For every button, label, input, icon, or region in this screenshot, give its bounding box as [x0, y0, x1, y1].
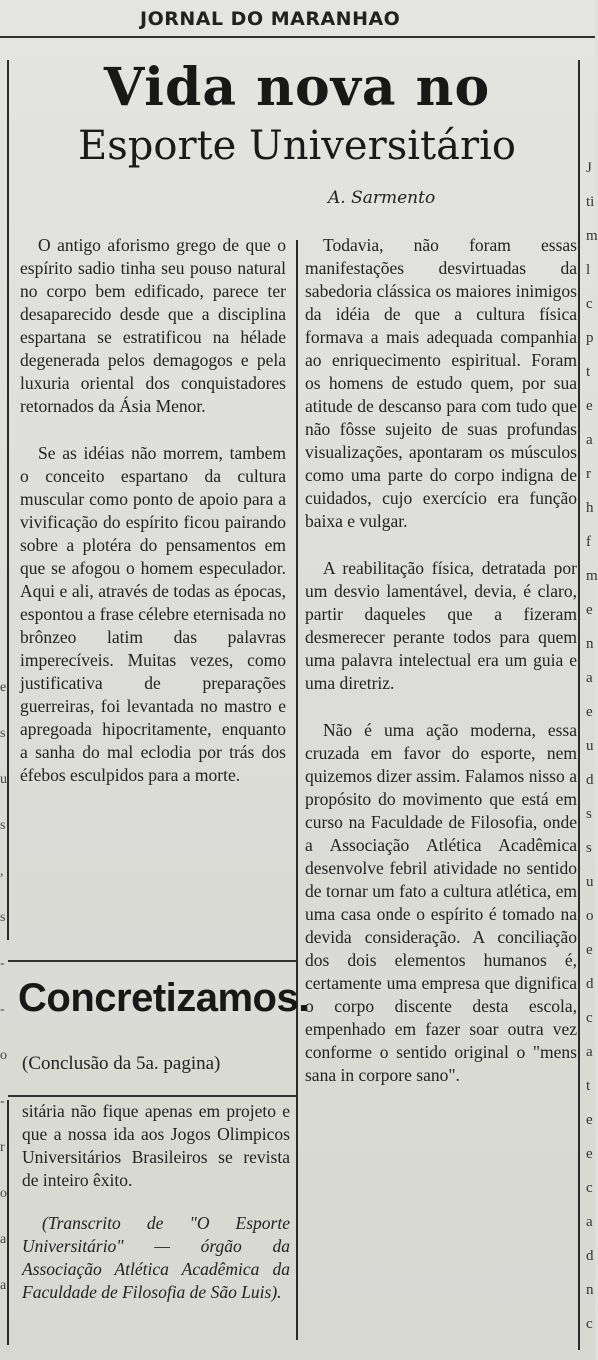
edge-fragment-letter: s [586, 806, 592, 822]
edge-fragment-letter: m [586, 228, 598, 244]
edge-fragment-letter: e [586, 942, 593, 958]
edge-fragment-letter: d [586, 976, 594, 992]
edge-fragment-letter: u [586, 874, 594, 890]
edge-fragment-letter: p [586, 330, 594, 346]
edge-fragment-letter: n [586, 1282, 594, 1298]
edge-fragment-letter: e [586, 1112, 593, 1128]
headline-line-2: Esporte Universitário [78, 123, 516, 169]
edge-fragment-letter: l [586, 262, 591, 278]
edge-fragment-letter: u [0, 772, 7, 787]
edge-fragment-letter: m [586, 568, 598, 584]
edge-fragment-letter: - [0, 956, 5, 971]
edge-fragment-letter: f [586, 534, 591, 550]
edge-fragment-letter: c [586, 1010, 593, 1026]
edge-fragment-letter: o [0, 1186, 7, 1201]
edge-fragment-letter: a [0, 1278, 7, 1293]
adjacent-column-fragment-left [0, 680, 8, 1340]
edge-fragment-letter: a [586, 1044, 593, 1060]
edge-fragment-letter: u [586, 738, 594, 754]
paragraph: Se as idéias não morrem, tambem o conceito espartano da cultura muscular como ponto de apoio para a vivificação do espírito ficou pairando sobre a plotéra do pensamentos em que se afogou o homem especulador. Aqui e ali, através de todas as épocas, espontou a frase célebre eternisada no brônzeo latim das palavras imperecíveis. Muitas vezes, como justificativa de preparações guerreiras, foi levantada no mastro e apregoada hipocritamente, enquanto a sanha do mal eclodia por trás dos éfebos esculpidos para a morte. [20, 443, 286, 785]
edge-fragment-letter: s [0, 910, 6, 925]
edge-fragment-letter: d [586, 1248, 594, 1264]
edge-fragment-letter: c [586, 1180, 593, 1196]
left-column [20, 234, 286, 811]
headline-line-1: Vida nova no [103, 57, 491, 118]
edge-fragment-letter: e [0, 680, 7, 695]
edge-fragment-letter: , [0, 864, 4, 879]
edge-fragment-letter: e [586, 704, 593, 720]
edge-fragment-letter: e [586, 602, 593, 618]
edge-fragment-letter: r [0, 1140, 5, 1155]
edge-fragment-letter: a [586, 670, 593, 686]
paragraph: Não é uma ação moderna, essa cruzada em favor do esporte, nem quizemos dizer assim. Falamos nisso a propósito do movimento que está em curso na Faculdade de Filosofia, onde a Associação Atlética Acadêmica desenvolve febril atividade no sentido de tornar um fato a cultura atlética, em uma casa onde o espírito é tomado na devida consideração. A conciliação dos dois elementos humanos é, certamente uma empresa que dignifica o corpo discente desta escola, empenhado em fazer soar outra vez conforme o sentido original o "mens sana in corpore sano". [305, 720, 577, 1085]
edge-fragment-letter: a [586, 432, 593, 448]
edge-fragment-letter: - [0, 1094, 5, 1109]
edge-fragment-letter: h [586, 500, 594, 516]
edge-fragment-letter: s [586, 840, 592, 856]
edge-fragment-letter: c [586, 1316, 593, 1332]
edge-fragment-letter: n [586, 636, 594, 652]
paragraph: A reabilitação física, detratada por um desvio lamentável, devia, é claro, partir daqueles que a fizeram desmerecer perante todos para quem uma palavra intelectual era um guia e uma diretriz. [305, 558, 577, 693]
continuation-subtitle: (Conclusão da 5a. pagina) [22, 1053, 221, 1074]
edge-fragment-letter: e [586, 398, 593, 414]
continuation-header-box [8, 960, 309, 1097]
column-divider-rule [296, 240, 298, 1340]
edge-fragment-letter: ti [586, 194, 595, 210]
edge-fragment-letter: t [586, 1078, 591, 1094]
right-border-rule [578, 60, 580, 1350]
edge-fragment-letter: o [0, 1048, 7, 1063]
continuation-title: Concretizamos. [18, 976, 309, 1020]
edge-fragment-letter: s [0, 818, 6, 833]
edge-fragment-letter: c [586, 296, 593, 312]
edge-fragment-letter: r [586, 466, 591, 482]
transcription-credit: (Transcrito de "O Esporte Universitário" — órgão da Associação Atlética Acadêmica da Faculdade de Filosofia de São Luis). [22, 1213, 290, 1302]
continuation-paragraph: sitária não fique apenas em projeto e que a nossa ida aos Jogos Olimpicos Universitários Brasileiros se revista de inteiro êxito. [22, 1101, 290, 1190]
edge-fragment-letter: a [586, 1214, 593, 1230]
masthead-rule [0, 36, 595, 38]
edge-fragment-letter: s [0, 726, 6, 741]
edge-fragment-letter: e [586, 1146, 593, 1162]
masthead: JORNAL DO MARANHAO [140, 8, 401, 30]
edge-fragment-letter: a [0, 1232, 7, 1247]
edge-fragment-letter: t [586, 364, 591, 380]
right-column [305, 234, 577, 1111]
author-byline: A. Sarmento [328, 188, 436, 208]
continuation-text [22, 1100, 290, 1324]
edge-fragment-letter: d [586, 772, 594, 788]
edge-fragment-letter: - [0, 1002, 5, 1017]
edge-fragment-letter: o [586, 908, 594, 924]
adjacent-column-fragment-right [586, 160, 598, 1350]
paragraph: Todavia, não foram essas manifestações desvirtuadas da sabedoria clássica os maiores inimigos da idéia de que a cultura física formava a mais adequada companhia ao enriquecimento espiritual. Foram os homens de estudo quem, por sua atitude de descanso para com tudo que não fôsse sujeito de suas profundas visualizações, apontaram os músculos como uma parte do corpo indigna de cuidados, cujo exercício era função baixa e vulgar. [305, 235, 577, 531]
paragraph: O antigo aforismo grego de que o espírito sadio tinha seu pouso natural no corpo bem edificado, parece ter desaparecido desde que a disciplina espartana se estratificou na hélade degenerada pelos demagogos e pela luxuria oriental dos conquistadores retornados da Ásia Menor. [20, 235, 286, 416]
edge-fragment-letter: J [586, 160, 592, 176]
